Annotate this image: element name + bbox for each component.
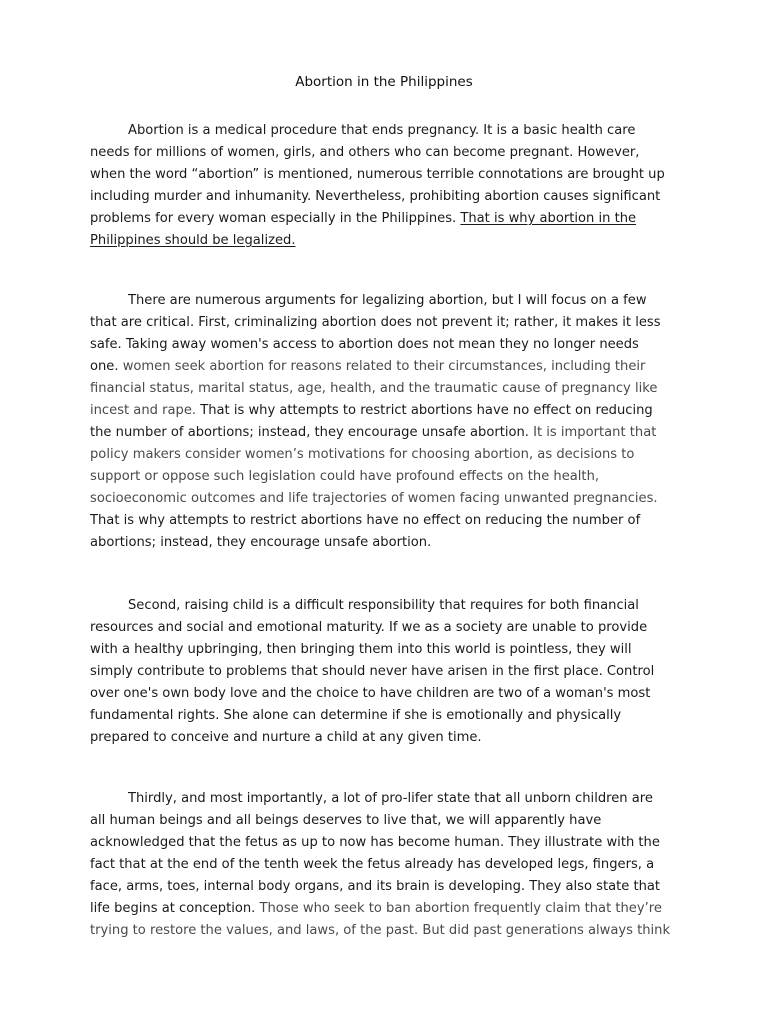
paragraph-line: Second, raising child is a difficult responsibility that requires for both financial xyxy=(128,598,639,613)
paragraph-line: trying to restore the values, and laws, of the past. But did past generations always think xyxy=(90,923,671,938)
paragraph-introduction xyxy=(90,120,684,252)
document-title: Abortion in the Philippines xyxy=(295,74,473,90)
paragraph-line: Thirdly, and most importantly, a lot of pro-lifer state that all unborn children are xyxy=(128,791,653,806)
quoted-text: Those who seek to ban abortion frequently claim that they’re xyxy=(259,901,662,916)
paragraph-line: acknowledged that the fetus as up to now has become human. They illustrate with the xyxy=(90,835,660,850)
paragraph-line: simply contribute to problems that should never have arisen in the first place. Control xyxy=(90,664,655,679)
paragraph-line: policy makers consider women’s motivations for choosing abortion, as decisions to xyxy=(90,447,635,462)
quoted-text: It is important that xyxy=(533,425,657,440)
paragraph-line: needs for millions of women, girls, and others who can become pregnant. However, xyxy=(90,145,640,160)
paragraph-line: including murder and inhumanity. Nevertheless, prohibiting abortion causes significant xyxy=(90,189,661,204)
paragraph-line: when the word “abortion” is mentioned, numerous terrible connotations are brought up xyxy=(90,167,665,182)
paragraph-line xyxy=(90,208,684,230)
line-text: the number of abortions; instead, they encourage unsafe abortion. xyxy=(90,425,534,440)
paragraph-line: financial status, marital status, age, health, and the traumatic cause of pregnancy like xyxy=(90,381,658,396)
thesis-statement: That is why abortion in the xyxy=(460,211,637,226)
paragraph-line: prepared to conceive and nurture a child at any given time. xyxy=(90,730,482,745)
paragraph-line xyxy=(90,230,684,252)
line-text: problems for every woman especially in the Philippines. xyxy=(90,211,461,226)
paragraph-line: face, arms, toes, internal body organs, and its brain is developing. They also state that xyxy=(90,879,661,894)
thesis-statement-continued: Philippines should be legalized. xyxy=(90,233,296,248)
paragraph-line: fact that at the end of the tenth week the fetus already has developed legs, fingers, a xyxy=(90,857,655,872)
paragraph-line xyxy=(90,898,684,920)
paragraph-line: all human beings and all beings deserves to live that, we will apparently have xyxy=(90,813,602,828)
paragraph-third-argument xyxy=(90,788,684,942)
paragraph-second-argument xyxy=(90,595,684,749)
paragraph-line: that are critical. First, criminalizing abortion does not prevent it; rather, it makes it less xyxy=(90,315,661,330)
paragraph-line xyxy=(90,422,684,444)
paragraph-line: support or oppose such legislation could have profound effects on the health, xyxy=(90,469,600,484)
paragraph-line: fundamental rights. She alone can determine if she is emotionally and physically xyxy=(90,708,622,723)
paragraph-line xyxy=(90,400,684,422)
line-text: life begins at conception. xyxy=(90,901,260,916)
paragraph-line: There are numerous arguments for legalizing abortion, but I will focus on a few xyxy=(128,293,647,308)
quoted-text: incest and rape. xyxy=(90,403,201,418)
paragraph-line xyxy=(90,356,684,378)
paragraph-line: resources and social and emotional maturity. If we as a society are unable to provide xyxy=(90,620,648,635)
paragraph-line: socioeconomic outcomes and life trajectories of women facing unwanted pregnancies. xyxy=(90,491,658,506)
paragraph-line: abortions; instead, they encourage unsafe abortion. xyxy=(90,535,432,550)
paragraph-line: That is why attempts to restrict abortions have no effect on reducing the number of xyxy=(90,513,641,528)
paragraph-line: over one's own body love and the choice to have children are two of a woman's most xyxy=(90,686,651,701)
line-text: That is why attempts to restrict abortions have no effect on reducing xyxy=(200,403,653,418)
paragraph-line: safe. Taking away women's access to abortion does not mean they no longer needs xyxy=(90,337,639,352)
paragraph-first-argument xyxy=(90,290,684,554)
quoted-text: women seek abortion for reasons related to their circumstances, including their xyxy=(122,359,646,374)
paragraph-line: with a healthy upbringing, then bringing them into this world is pointless, they will xyxy=(90,642,632,657)
paragraph-line: Abortion is a medical procedure that ends pregnancy. It is a basic health care xyxy=(128,123,636,138)
line-text: one. xyxy=(90,359,123,374)
